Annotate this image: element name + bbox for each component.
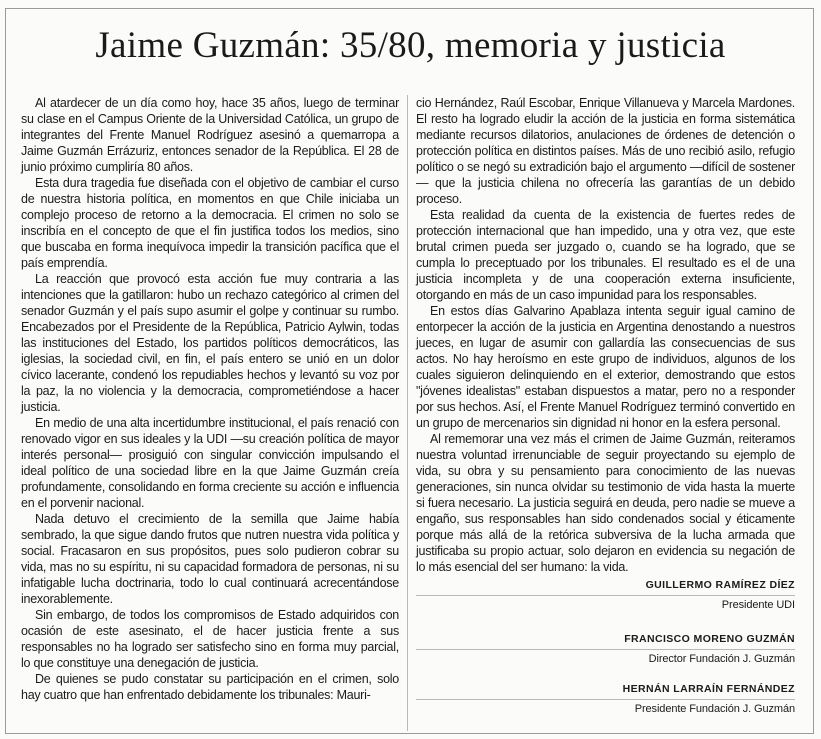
- paragraph: Al rememorar una vez más el crimen de Jaime Guzmán, reiteramos nuestra voluntad irrenunciable de seguir proyectando su ejemplo de vida, su obra y su pensamiento para conocimiento de las nuevas generaciones, sin nunca olvidar su testimonio de vida hasta la muerte si fuera necesario. La justicia seguirá en deuda, pero nadie se mueve a engaño, sus responsables han sido condenados social y éticamente porque más allá de la retórica subversiva de la lucha armada que justificaba su propio actuar, solo dejaron en evidencia su negación de lo más esencial del ser humano: la vida.: [416, 432, 795, 574]
- signature-name: HERNÁN LARRAÍN FERNÁNDEZ: [622, 683, 795, 695]
- signature-rule: [416, 699, 795, 700]
- paragraph: En medio de una alta incertidumbre institucional, el país renació con renovado vigor en sus ideales y la UDI —su creación política de mayor interés personal— prosiguió con singular convicción impulsando el ideal político de una sociedad libre en la que Jaime Guzmán creía profundamente, consolidando en forma creciente su acción e influencia en el porvenir nacional.: [21, 416, 399, 510]
- paragraph: Al atardecer de un día como hoy, hace 35 años, luego de terminar su clase en el Campus Oriente de la Universidad Católica, un grupo de integrantes del Frente Manuel Rodríguez asesinó a quemarropa a Jaime Guzmán Errázuriz, entonces senador de la República. El 28 de junio próximo cumpliría 80 años.: [21, 96, 399, 174]
- paragraph: cio Hernández, Raúl Escobar, Enrique Villanueva y Marcela Mardones. El resto ha logrado eludir la acción de la justicia en forma sistemática mediante recursos dilatorios, anulaciones de órdenes de detención o protección política en distintos países. Más de uno recibió asilo, refugio político o se negó su extradición bajo el argumento —difícil de sostener— que la justicia chilena no ofrecería las garantías de un debido proceso.: [416, 96, 795, 206]
- paragraph: En estos días Galvarino Apablaza intenta seguir igual camino de entorpecer la acción de la justicia en Argentina denostando a nuestros jueces, en lugar de asumir con gallardía las consecuencias de sus actos. No hay heroísmo en este grupo de individuos, algunos de los cuales siguieron delinquiendo en el exterior, demostrando que estos "jóvenes idealistas" estaban dispuestos a matar, pero no a responder por sus hechos. Así, el Frente Manuel Rodríguez terminó convertido en un grupo de mercenarios sin dignidad ni honor en la esfera personal.: [416, 304, 795, 430]
- signature-rule: [416, 649, 795, 650]
- paragraph: Nada detuvo el crecimiento de la semilla que Jaime había sembrado, la que sigue dando frutos que nutren nuestra vida política y social. Fracasaron en sus propósitos, pues solo pudieron cobrar su vida, mas no su espíritu, ni su capacidad formadora de personas, ni su infatigable lucha doctrinaria, todo lo cual continuará acrecentándose inexorablemente.: [21, 512, 399, 606]
- signature-block: [416, 578, 795, 612]
- right-column: [416, 95, 795, 716]
- signature-role: Presidente UDI: [721, 599, 795, 611]
- signature-name: GUILLERMO RAMÍREZ DÍEZ: [645, 579, 795, 591]
- signature-role: Presidente Fundación J. Guzmán: [634, 703, 795, 715]
- paragraph: Esta realidad da cuenta de la existencia de fuertes redes de protección internacional que han impedido, una y otra vez, que este brutal crimen pueda ser juzgado o, cuando se ha logrado, que se cumpla lo preceptuado por los tribunales. El resultado es el de una justicia incompleta y de una cooperación externa insuficiente, otorgando en más de un caso impunidad para los responsables.: [416, 208, 795, 302]
- signature-rule: [416, 595, 795, 596]
- signature-block: [416, 682, 795, 716]
- signature-block: [416, 632, 795, 666]
- paragraph: Esta dura tragedia fue diseñada con el objetivo de cambiar el curso de nuestra historia política, en momentos en que Chile iniciaba un complejo proceso de retorno a la democracia. El crimen no solo se inscribía en el concepto de que el fin justifica todos los medios, sino que buscaba en forma inequívoca impedir la transición pacífica que el país emprendía.: [21, 176, 399, 270]
- article-title: Jaime Guzmán: 35/80, memoria y justicia: [95, 25, 726, 66]
- signature-role: Director Fundación J. Guzmán: [648, 653, 795, 665]
- paragraph: Sin embargo, de todos los compromisos de Estado adquiridos con ocasión de este asesinato, el de hacer justicia frente a sus responsables no ha logrado ser satisfecho sino en forma muy parcial, lo que constituye una denegación de justicia.: [21, 608, 399, 670]
- column-divider: [407, 95, 408, 731]
- paragraph: La reacción que provocó esta acción fue muy contraria a las intenciones que la gatillaron: hubo un rechazo categórico al crimen del senador Guzmán y el país supo asumir el golpe y continuar su rumbo. Encabezados por el Presidente de la República, Patricio Aylwin, todas las instituciones del Estado, los partidos políticos democráticos, las iglesias, la sociedad civil, en fin, el país entero se unió en un dolor cívico lacerante, condenó los repudiables hechos y levantó su voz por la paz, la no violencia y la democracia, comprometiéndose a hacer justicia.: [21, 272, 399, 414]
- left-column: [21, 95, 399, 703]
- paragraph: De quienes se pudo constatar su participación en el crimen, solo hay cuatro que han enfrentado debidamente los tribunales: Mauri-: [21, 672, 399, 702]
- signature-name: FRANCISCO MORENO GUZMÁN: [624, 633, 795, 645]
